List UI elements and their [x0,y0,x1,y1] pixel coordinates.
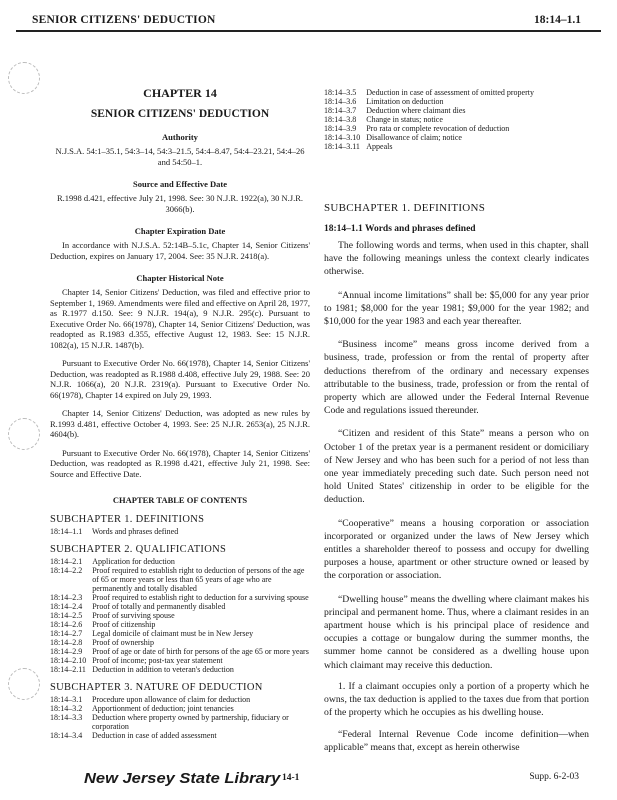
toc-entry [50,695,310,704]
punch-hole [8,418,40,450]
library-stamp: New Jersey State Library [84,770,281,787]
toc-number: 18:14–3.7 [324,106,357,115]
toc-text: Proof of income; post-tax year statement [92,656,223,665]
toc-entry [50,629,310,638]
toc-entry [324,106,534,115]
toc-text: Apportionment of deduction; joint tenancies [92,704,234,713]
toc-subchapter-1 [50,527,178,536]
right-column [324,86,589,754]
toc-entry [324,142,534,151]
toc-entry [50,713,310,731]
toc-number: 18:14–3.4 [50,731,83,740]
historical-note-heading: Chapter Historical Note [136,273,224,283]
toc-entry [50,527,178,536]
section-heading: 18:14–1.1 Words and phrases defined [324,224,476,234]
history-paragraph: Pursuant to Executive Order No. 66(1978), Chapter 14, Senior Citizens' Deduction, was readopted as R.1998 d.421, effective July 21, 1998. See: Source and Effective Date. [50,447,310,479]
left-column [50,86,310,740]
supplement-date: Supp. 6-2-03 [529,772,579,782]
definition-paragraph: “Federal Internal Revenue Code income definition—when applicable” means that, except as herein otherwise [324,728,589,753]
toc-entry [50,611,310,620]
expiration-text: In accordance with N.J.S.A. 52:14B–5.1c, Chapter 14, Senior Citizens' Deduction, expires on January 17, 2004. See: 35 N.J.R. 2418(a). [50,240,310,261]
toc-text: Proof of ownership [92,638,155,647]
toc-entry [50,638,310,647]
toc-text: Proof of totally and permanently disabled [92,602,226,611]
toc-title: CHAPTER TABLE OF CONTENTS [112,495,248,505]
authority-text: N.J.S.A. 54:1–35.1, 54:3–14, 54:3–21.5, 54:4–8.47, 54:4–23.21, 54:4–26 and 54:50–1. [55,146,305,167]
toc-number: 18:14–2.3 [50,593,83,602]
header-title: SENIOR CITIZENS' DEDUCTION [32,14,216,26]
toc-text: Pro rata or complete revocation of deduction [366,124,510,133]
history-paragraph: Chapter 14, Senior Citizens' Deduction, was adopted as new rules by R.1993 d.481, effective October 4, 1993. See: 25 N.J.R. 2653(a), 25 N.J.R. 4604(b). [50,408,310,439]
toc-entry [50,731,310,740]
toc-entry [50,704,310,713]
definition-paragraph: “Dwelling house” means the dwelling where claimant makes his principal and permanent home. Thus, where a claimant resides in an apartment house which is his principal place of residence and occupies a cottage or bungalow during the summer months, the summer home cannot be considered as a dwelling house upon which claimant may receive this deduction. [324,593,589,671]
subchapter-1-heading: SUBCHAPTER 1. DEFINITIONS [50,514,205,525]
definition-paragraph: “Citizen and resident of this State” means a person who on October 1 of the pretax year is a permanent resident or domiciliary of New Jersey and who has been such for a period of not less than one year immediately preceding such date. Such person need not hold United States' citizenship in order to be eligible for the deduction. [324,428,589,506]
toc-subchapter-3-continued [324,88,534,151]
toc-entry [324,115,534,124]
history-paragraph: Chapter 14, Senior Citizens' Deduction, was filed and effective prior to September 1, 1969. Amendments were filed and effective on April 28, 1977, as R.1977 d.150. See: 9 N.J.R. 194(a), 9 N.J.R. 295(c). Pursuant to Executive Order No. 66(1978), Chapter 14, Senior Citizens' Deduction, was readopted as R.1983 d.355, effective August 12, 1983. See: 15 N.J.R. 1082(a), 15 N.J.R. 1487(b). [50,287,310,350]
toc-number: 18:14–3.1 [50,695,83,704]
toc-text: Proof of age or date of birth for persons of the age 65 or more years [92,647,309,656]
toc-number: 18:14–3.9 [324,124,357,133]
toc-number: 18:14–3.5 [324,88,357,97]
toc-text: Deduction where claimant dies [366,106,466,115]
definition-paragraph: “Annual income limitations” shall be: $5,000 for any year prior to 1981; $8,000 for the year 1981; $9,000 for the year 1982; and $10,000 for the year 1983 and each year thereafter. [324,289,589,328]
expiration-heading: Chapter Expiration Date [134,226,226,236]
running-header [16,10,601,32]
toc-entry [324,88,534,97]
toc-text: Application for deduction [92,557,175,566]
definition-paragraph: 1. If a claimant occupies only a portion of a property which he owns, the tax deduction is applied to the taxes due from that portion of the property which he occupies as his dwelling house. [324,680,589,719]
toc-text: Legal domicile of claimant must be in New Jersey [92,629,254,638]
toc-entry [50,593,310,602]
toc-text: Proof required to establish right to deduction for a surviving spouse [92,593,309,602]
header-section-number: 18:14–1.1 [534,14,581,26]
toc-number: 18:14–2.7 [50,629,83,638]
toc-text: Procedure upon allowance of claim for deduction [92,695,251,704]
toc-entry [324,124,534,133]
toc-number: 18:14–3.6 [324,97,357,106]
toc-entry [50,566,310,593]
punch-hole [8,668,40,700]
source-heading: Source and Effective Date [132,179,228,189]
toc-text: Change in status; notice [366,115,443,124]
toc-subchapter-2 [50,557,310,674]
toc-number: 18:14–2.8 [50,638,83,647]
toc-number: 18:14–3.11 [324,142,360,151]
toc-number: 18:14–3.8 [324,115,357,124]
toc-number: 18:14–2.6 [50,620,83,629]
toc-text: Disallowance of claim; notice [366,133,462,142]
subchapter-2-heading: SUBCHAPTER 2. QUALIFICATIONS [50,544,227,555]
toc-entry [50,620,310,629]
subchapter-3-heading: SUBCHAPTER 3. NATURE OF DEDUCTION [50,682,263,693]
toc-text: Appeals [366,142,393,151]
source-text: R.1998 d.421, effective July 21, 1998. See: 30 N.J.R. 1922(a), 30 N.J.R. 3066(b). [56,193,304,214]
toc-entry [50,602,310,611]
toc-entry [50,665,310,674]
toc-text: Proof required to establish right to deduction of persons of the age of 65 or more years or less than 65 years of age who are permanently and totally disabled [92,566,305,593]
definition-paragraph: “Cooperative” means a housing corporation or association incorporated or organized under the laws of New Jersey which entitles a shareholder thereof to possess and occupy for dwelling purposes a house, apartment or other structure owned or leased by the corporation or association. [324,517,589,582]
toc-text: Deduction in addition to veteran's deduction [92,665,234,674]
subchapter-1-definitions-heading: SUBCHAPTER 1. DEFINITIONS [324,202,486,214]
definition-paragraph: “Business income” means gross income derived from a business, trade, profession or from the rental of property after deductions therefrom of the ordinary and necessary expenses attributable to the business, trade, profession or from the rental of property which are allowed under the Federal Internal Revenue Code and regulations issued thereunder. [324,339,589,417]
toc-subchapter-3 [50,695,310,740]
toc-number: 18:14–3.2 [50,704,83,713]
toc-number: 18:14–3.10 [324,133,361,142]
toc-number: 18:14–2.5 [50,611,83,620]
punch-hole [8,62,40,94]
page-number: 14-1 [282,773,300,783]
toc-entry [50,557,310,566]
toc-number: 18:14–2.11 [50,665,86,674]
toc-entry [324,97,534,106]
toc-text: Deduction where property owned by partnership, fiduciary or corporation [92,713,289,731]
toc-text: Deduction in case of assessment of omitted property [366,88,534,97]
toc-number: 18:14–2.1 [50,557,83,566]
toc-number: 18:14–2.4 [50,602,83,611]
toc-entry [50,647,310,656]
history-paragraph: Pursuant to Executive Order No. 66(1978), Chapter 14, Senior Citizens' Deduction, was readopted as R.1988 d.408, effective July 29, 1988. See: 20 N.J.R. 1066(a), 20 N.J.R. 2319(a). Pursuant to Executive Order No. 66(1978), Chapter 14 expired on July 29, 1993. [50,358,310,400]
toc-entry [50,656,310,665]
toc-number: 18:14–2.2 [50,566,83,575]
toc-text: Proof of surviving spouse [92,611,175,620]
toc-number: 18:14–2.10 [50,656,87,665]
authority-heading: Authority [162,132,198,142]
toc-text: Deduction in case of added assessment [92,731,217,740]
toc-number: 18:14–1.1 [50,527,83,536]
toc-entry [324,133,534,142]
toc-text: Proof of citizenship [92,620,156,629]
toc-number: 18:14–3.3 [50,713,83,722]
chapter-number: CHAPTER 14 [143,86,217,100]
toc-text: Words and phrases defined [92,527,179,536]
chapter-title: SENIOR CITIZENS' DEDUCTION [90,108,270,120]
toc-text: Limitation on deduction [366,97,444,106]
toc-number: 18:14–2.9 [50,647,83,656]
definition-paragraph: The following words and terms, when used in this chapter, shall have the following meanings unless the context clearly indicates otherwise. [324,240,589,278]
